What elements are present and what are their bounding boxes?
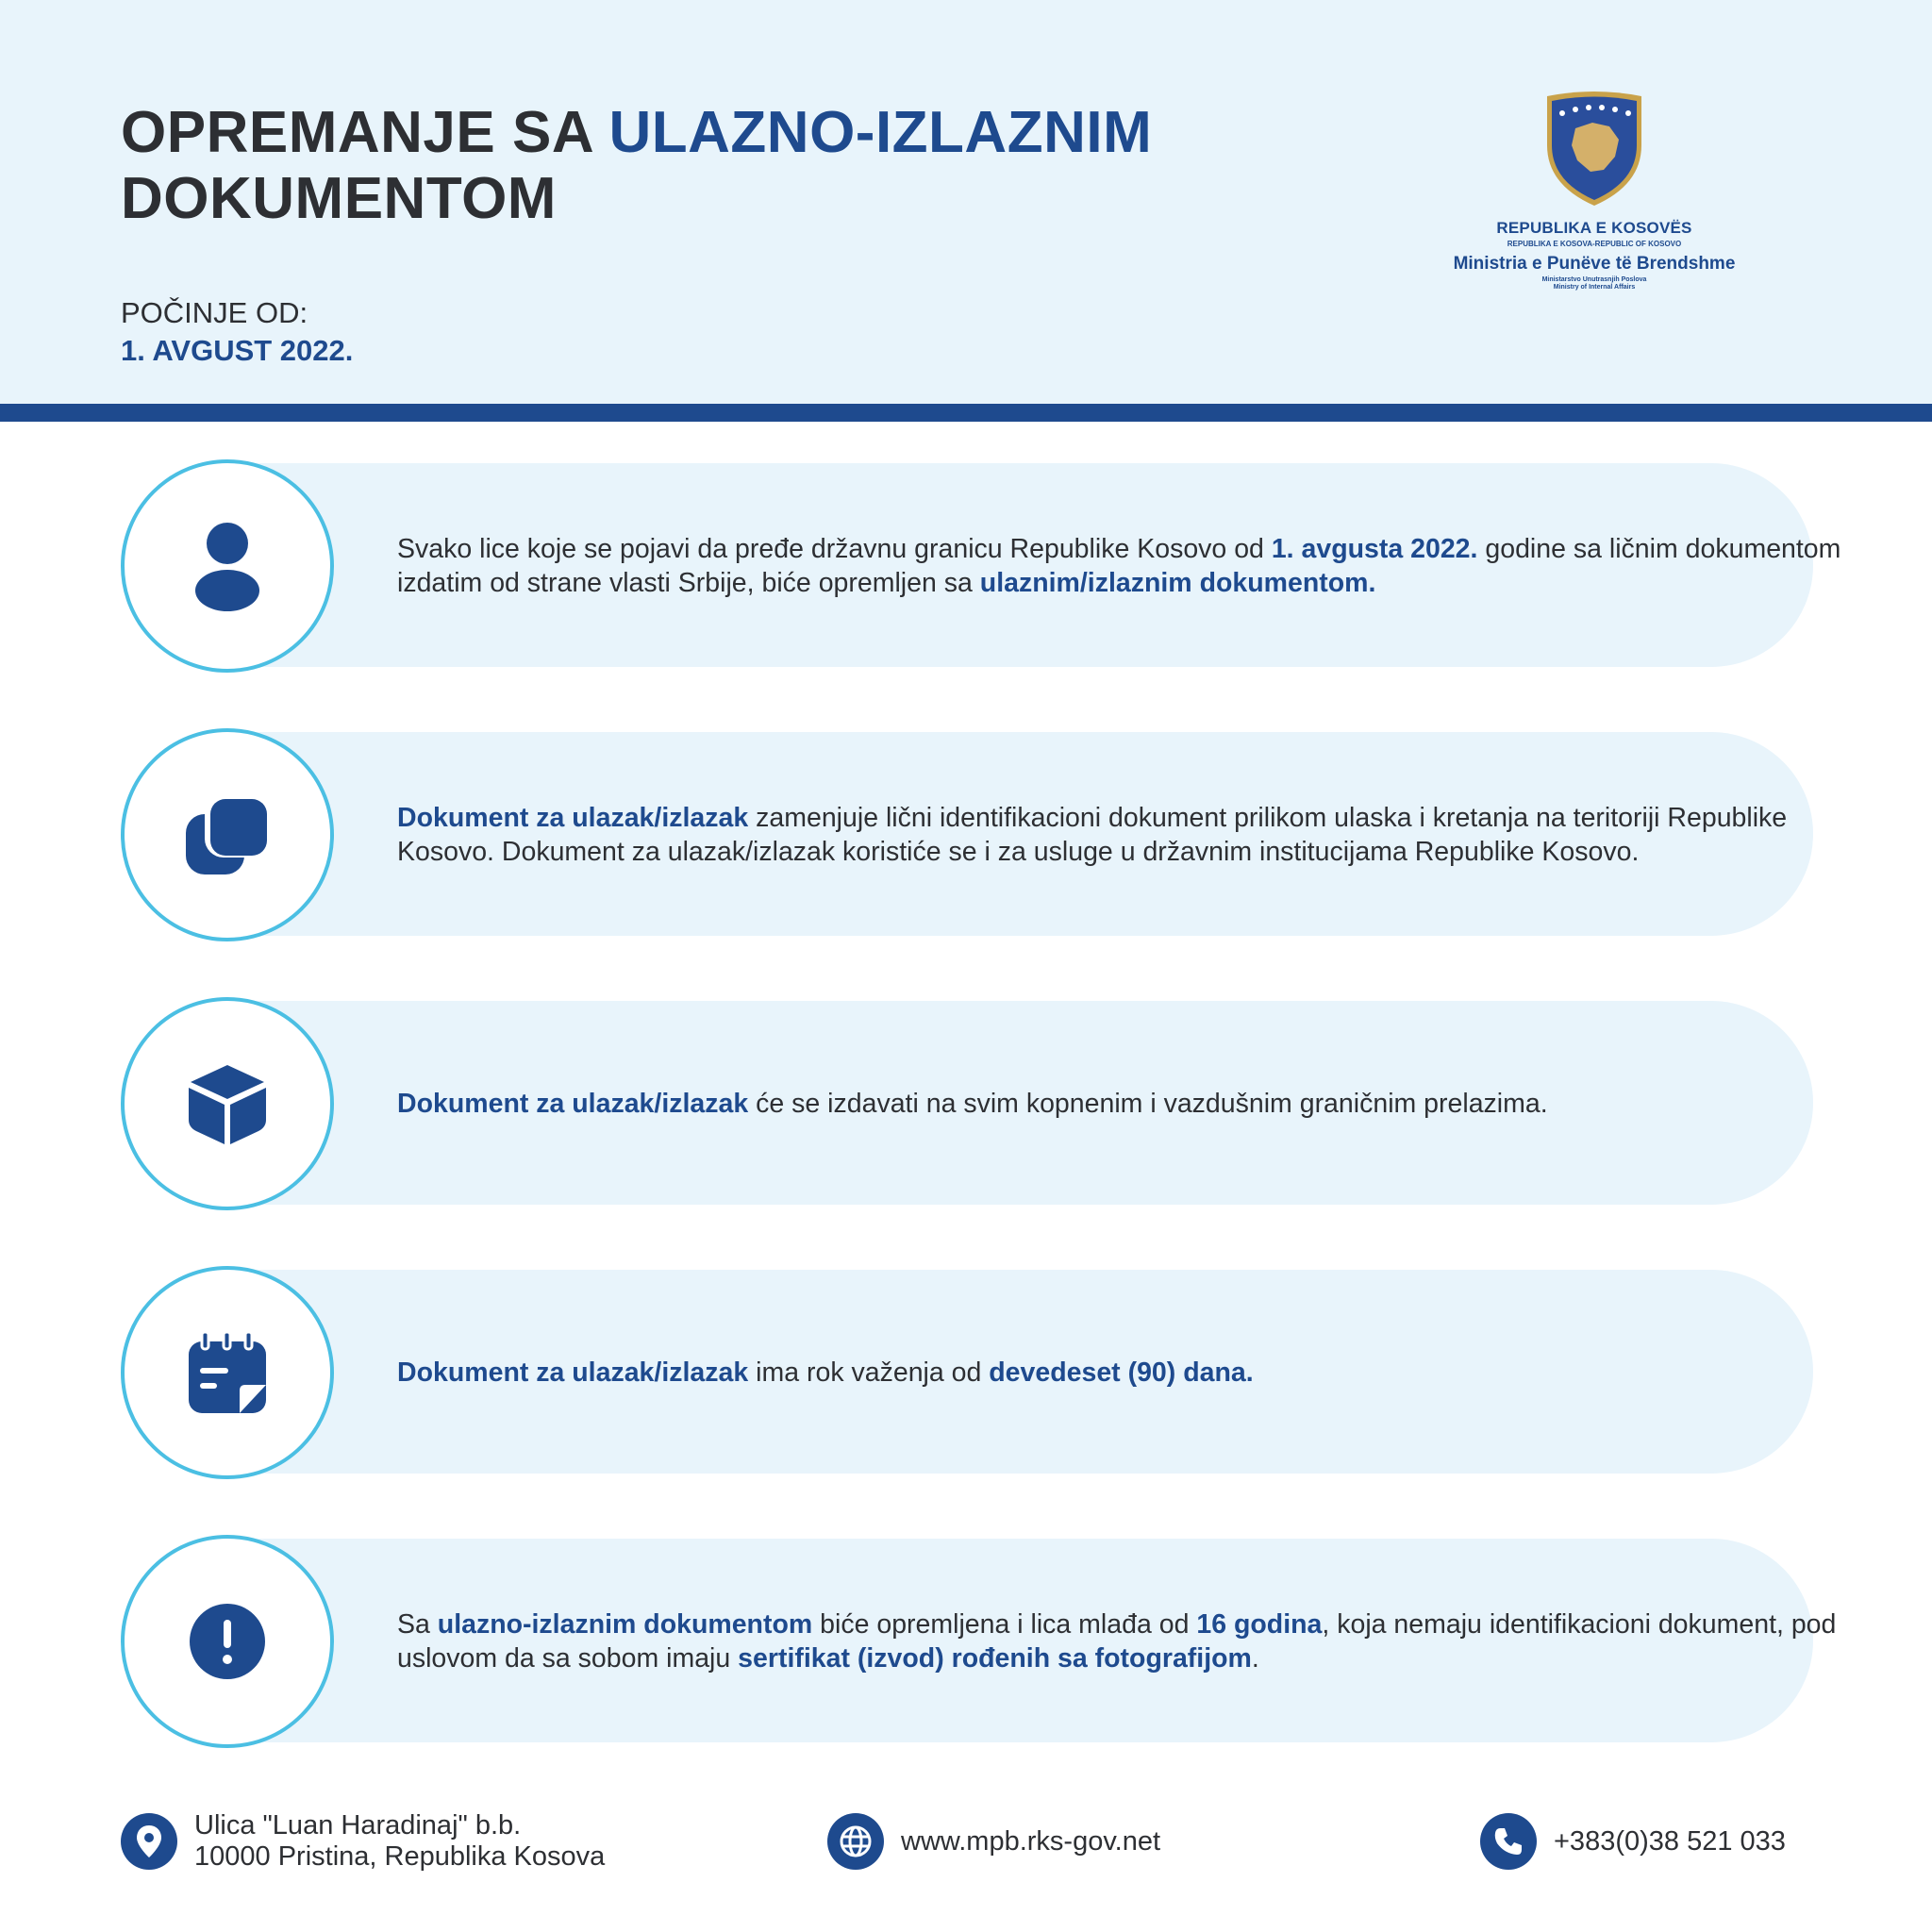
logo-line5: Ministry of Internal Affairs — [1553, 284, 1636, 291]
text-highlight: 16 godina — [1196, 1609, 1323, 1640]
icon-circle — [121, 459, 334, 673]
website-link[interactable]: www.mpb.rks-gov.net — [901, 1825, 1161, 1857]
start-date: 1. AVGUST 2022. — [121, 334, 354, 367]
footer-website[interactable] — [827, 1813, 1160, 1870]
calendar-note-icon — [187, 1330, 268, 1415]
text-segment: biće opremljena i lica mlađa od — [812, 1609, 1197, 1640]
info-text — [397, 1535, 1869, 1748]
text-segment: . — [1251, 1643, 1259, 1674]
text-segment: Svako lice koje se pojavi da pređe državnu granicu Republike Kosovo od — [397, 534, 1272, 564]
exclamation-icon — [189, 1603, 266, 1680]
info-text — [397, 997, 1869, 1210]
icon-circle — [121, 728, 334, 941]
globe-icon — [827, 1813, 884, 1870]
location-pin-icon — [121, 1813, 177, 1870]
title-accent: ULAZNO-IZLAZNIM — [608, 100, 1153, 165]
text-highlight: ulaznim/izlaznim dokumentom. — [979, 568, 1376, 598]
header-divider — [0, 404, 1932, 422]
text-segment: godine sa ličnim dokumentom izdatim od strane vlasti Srbije, biće opremljen sa — [397, 534, 1841, 598]
start-label: POČINJE OD: — [121, 296, 308, 329]
text-highlight: ulazno-izlaznim dokumentom — [437, 1609, 813, 1640]
info-text — [397, 459, 1869, 673]
address-text — [194, 1810, 605, 1873]
logo-line4: Ministarstvo Unutrasnjih Poslova — [1541, 276, 1647, 283]
logo-line1: REPUBLIKA E KOSOVËS — [1496, 219, 1692, 237]
text-segment: ima rok važenja od — [748, 1357, 990, 1388]
header-section — [0, 0, 1932, 404]
text-highlight: Dokument za ulazak/izlazak — [397, 1089, 749, 1119]
info-row-3 — [121, 997, 1813, 1205]
info-text — [397, 728, 1869, 941]
address-line1: Ulica "Luan Haradinaj" b.b. — [194, 1810, 522, 1840]
icon-circle — [121, 1266, 334, 1479]
text-highlight: Dokument za ulazak/izlazak — [397, 1357, 749, 1388]
title-part1: OPREMANJE SA — [121, 100, 609, 165]
text-highlight: devedeset (90) dana. — [989, 1357, 1254, 1388]
coat-of-arms-icon — [1543, 91, 1645, 208]
title-part2: DOKUMENTOM — [121, 166, 557, 231]
logo-line3: Ministria e Punëve të Brendshme — [1453, 254, 1736, 274]
text-segment: zamenjuje lični identifikacioni dokument prilikom ulaska i kretanja na teritoriji Republike Kosovo. Dokument za ulazak/izlazak koristiće se i za usluge u državnim institucijama Republike Kosovo. — [397, 803, 1788, 867]
info-row-1 — [121, 459, 1841, 667]
info-row-4 — [121, 1266, 1813, 1474]
text-segment: Sa — [397, 1609, 438, 1640]
phone-icon — [1480, 1813, 1537, 1870]
footer-address — [121, 1810, 605, 1873]
phone-number[interactable]: +383(0)38 521 033 — [1554, 1825, 1786, 1857]
copy-icon — [184, 791, 271, 878]
text-highlight: 1. avgusta 2022. — [1271, 534, 1478, 564]
address-line2: 10000 Pristina, Republika Kosova — [194, 1841, 606, 1872]
text-highlight: Dokument za ulazak/izlazak — [397, 803, 749, 833]
text-highlight: sertifikat (izvod) rođenih sa fotografijom — [738, 1643, 1252, 1674]
info-row-2 — [121, 728, 1813, 936]
text-segment: će se izdavati na svim kopnenim i vazdušnim graničnim prelazima. — [748, 1089, 1548, 1119]
footer-phone[interactable] — [1480, 1813, 1786, 1870]
person-icon — [190, 519, 265, 613]
logo-line2: REPUBLIKA E KOSOVA-REPUBLIC OF KOSOVO — [1507, 240, 1682, 248]
page-title — [121, 100, 1253, 232]
text-segment: , koja nemaju identifikacioni dokument, pod uslovom da sa sobom imaju — [397, 1609, 1837, 1674]
icon-circle — [121, 997, 334, 1210]
info-row-5 — [121, 1535, 1837, 1742]
icon-circle — [121, 1535, 334, 1748]
cube-icon — [185, 1061, 270, 1146]
ministry-logo — [1434, 91, 1755, 317]
info-text — [397, 1266, 1869, 1479]
